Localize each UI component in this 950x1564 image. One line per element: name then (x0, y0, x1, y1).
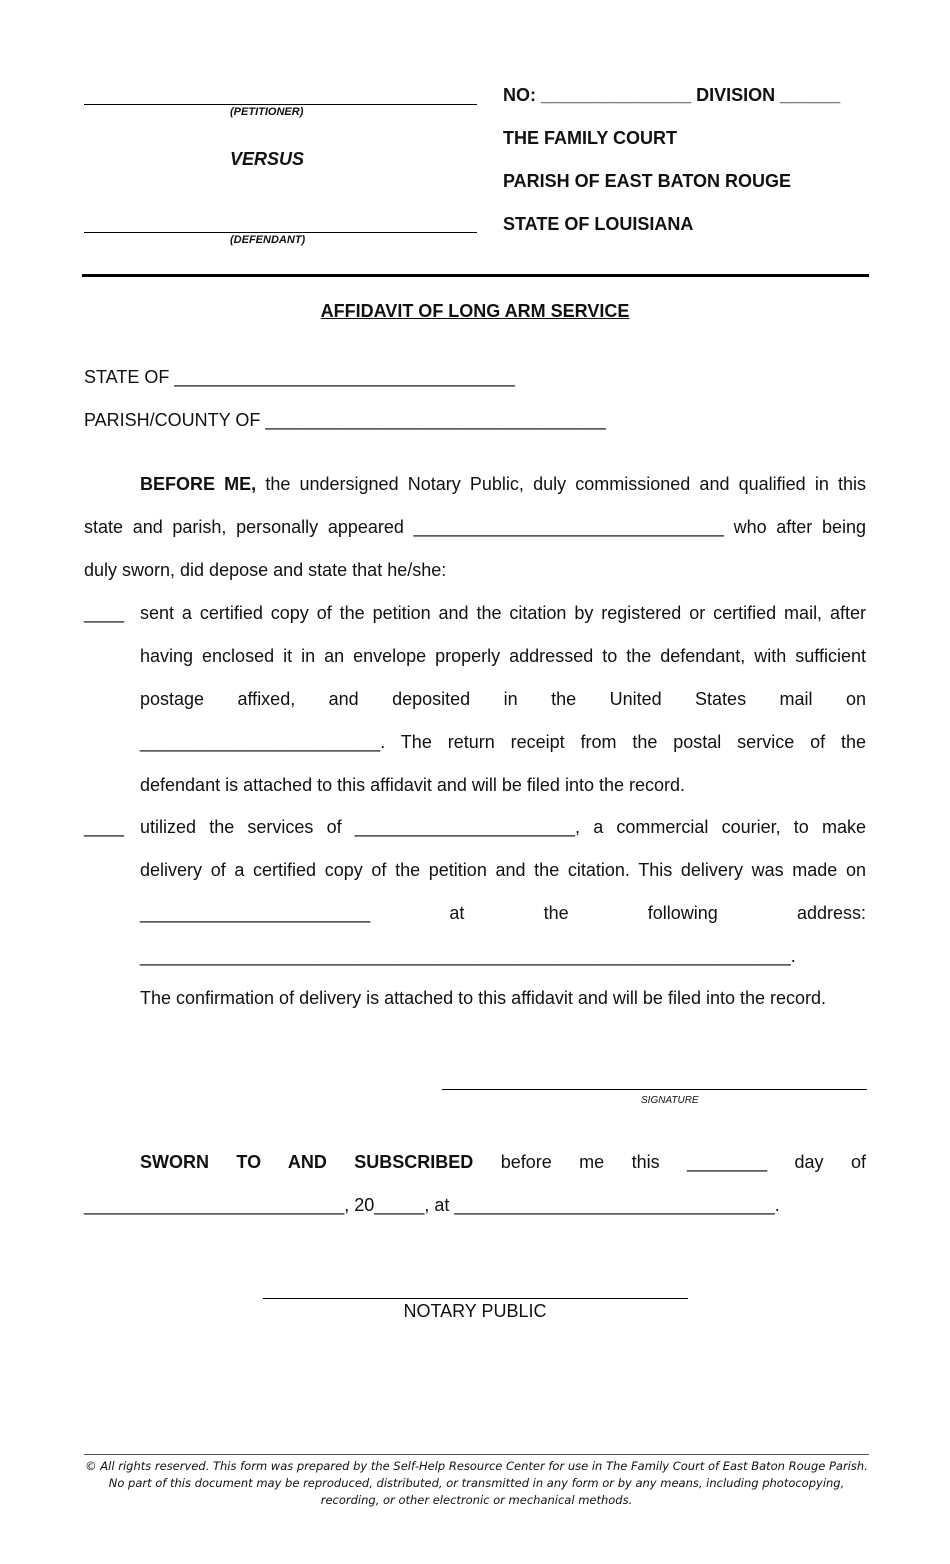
option-2-checkbox[interactable]: ____ (84, 817, 125, 837)
body-line-1-text: the undersigned Notary Public, duly commissioned and qualified in this (265, 474, 866, 494)
option-2-line-4[interactable]: _________________________________________________________________. (140, 946, 796, 966)
signature-label: SIGNATURE (641, 1095, 699, 1106)
defendant-label: (DEFENDANT) (230, 234, 306, 246)
jurat-line-2[interactable]: __________________________, 20_____, at ________________________________. (84, 1195, 780, 1215)
option-2-line-5: The confirmation of delivery is attached to this affidavit and will be filed into the record. (140, 988, 827, 1008)
option-1-line-5: defendant is attached to this affidavit and will be filed into the record. (140, 775, 686, 795)
option-2-line-2: delivery of a certified copy of the petition and the citation. This delivery was made on (140, 860, 866, 880)
signature-line[interactable] (442, 1089, 867, 1090)
parish-name: PARISH OF EAST BATON ROUGE (503, 171, 792, 191)
option-1-line-2: having enclosed it in an envelope properly addressed to the defendant, with sufficient (140, 646, 866, 666)
notary-line[interactable] (263, 1298, 688, 1299)
versus-label: VERSUS (230, 149, 305, 169)
option-1-line-3: postage affixed, and deposited in the United States mail on (140, 689, 866, 709)
option-2-line-1[interactable]: utilized the services of ______________________, a commercial courier, to make (140, 817, 866, 837)
jurat-bold-label: SWORN TO AND SUBSCRIBED (140, 1152, 474, 1172)
footer-divider (84, 1454, 869, 1455)
copyright-footer: © All rights reserved. This form was prepared by the Self-Help Resource Center for use in The Family Court of East Baton Rouge Parish. No part of this document may be reproduced, distributed, or transmitted in any form or by any means, including photocopying, recording, or other electronic or mechanical methods. (85, 1459, 868, 1507)
state-name: STATE OF LOUISIANA (503, 214, 694, 234)
option-1-line-1: sent a certified copy of the petition and the citation by registered or certified mail, after (140, 603, 866, 623)
case-number-division[interactable]: NO: _______________ DIVISION ______ (503, 85, 841, 105)
jurat-line-1-text: before me this ________ day of (500, 1152, 866, 1172)
option-1-checkbox[interactable]: ____ (84, 603, 125, 623)
document-title: AFFIDAVIT OF LONG ARM SERVICE (320, 301, 630, 321)
defendant-line[interactable] (84, 232, 477, 233)
petitioner-label: (PETITIONER) (230, 106, 304, 118)
petitioner-line[interactable] (84, 104, 477, 105)
notary-label: NOTARY PUBLIC (403, 1301, 547, 1321)
option-1-line-4[interactable]: ________________________. The return receipt from the postal service of the (140, 732, 866, 752)
before-me-label: BEFORE ME, (140, 474, 257, 494)
body-line-3: duly sworn, did depose and state that he/she: (84, 560, 447, 580)
option-2-line-3[interactable]: _______________________ at the following address: (140, 903, 866, 923)
body-line-2[interactable]: state and parish, personally appeared _______________________________ who after being (84, 517, 866, 537)
state-of-field[interactable]: STATE OF __________________________________ (84, 367, 515, 387)
jurat-line-1[interactable] (140, 1152, 866, 1173)
body-line-1 (140, 474, 866, 495)
court-name: THE FAMILY COURT (503, 128, 678, 148)
caption-divider (82, 274, 869, 277)
parish-county-field[interactable]: PARISH/COUNTY OF __________________________________ (84, 410, 606, 430)
